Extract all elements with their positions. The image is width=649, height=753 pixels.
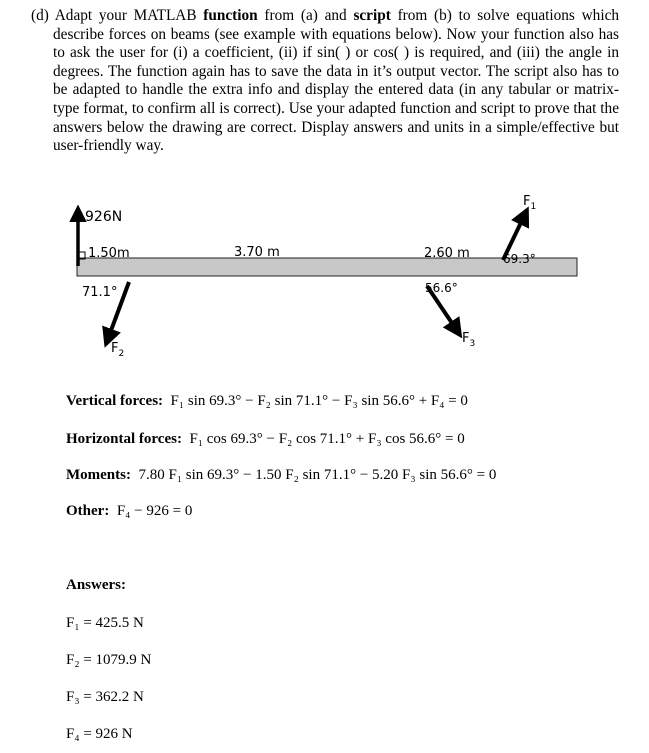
horizontal-forces-label: Horizontal forces:: [66, 431, 182, 447]
task-text-3: from (b) to solve equations which describe forces on beams (see example with equations below). Now your function also has to ask the user for (i) a coefficient, (ii) if sin( ) or cos( ) is required, and (iii) the angle in degrees. The function again has to save the data in it’s output vector. The script also has to be adapted to handle the extra info and display the entered data (in any tabular or matrix-type format, to confirm all is correct). Use your adapted function and script to prove that the answers below the drawing are correct. Display answers and units in a simple/effective but user-friendly way.: [53, 7, 620, 155]
f3-label: $F_3$: [462, 331, 476, 349]
dist-370-label: 3.70 m: [234, 245, 280, 260]
answer-f2: F₂ = 1079.9 N: [66, 652, 152, 668]
task-text-1: Adapt your MATLAB: [54, 7, 204, 24]
vertical-forces-expr: F₁ sin 69.3° − F₂ sin 71.1° − F₃ sin 56.6° + F₄ = 0: [170, 393, 468, 409]
answer-f4: F₄ = 926 N: [66, 726, 133, 742]
answers-heading: Answers:: [66, 577, 126, 593]
task-bold-function: function: [203, 7, 258, 24]
f1-label: $F_1$: [523, 194, 537, 212]
moments-expr: 7.80 F₁ sin 69.3° − 1.50 F₂ sin 71.1° − 5.20 F₃ sin 56.6° = 0: [138, 467, 497, 483]
dist-150-label: 1.50m: [88, 246, 130, 261]
dist-260-label: 2.60 m: [424, 246, 470, 261]
answer-f3: F₃ = 362.2 N: [66, 689, 144, 705]
task-bold-script: script: [353, 7, 391, 24]
vertical-forces-equation: [66, 393, 468, 410]
other-expr: F₄ − 926 = 0: [116, 503, 193, 519]
task-text-2: from (a) and: [257, 7, 354, 24]
task-label: (d): [31, 7, 49, 24]
other-equation: [66, 503, 192, 520]
f2-label: $F_2$: [111, 341, 125, 359]
other-label: Other:: [66, 503, 110, 519]
beam: [77, 258, 577, 276]
force-926-label: 926N: [85, 209, 123, 225]
moments-label: Moments:: [66, 467, 131, 483]
horizontal-forces-expr: F₁ cos 69.3° − F₂ cos 71.1° + F₃ cos 56.6° = 0: [189, 431, 465, 447]
angle-566-label: 56.6°: [425, 281, 458, 295]
horizontal-forces-equation: [66, 431, 465, 448]
answer-f1: F₁ = 425.5 N: [66, 615, 144, 631]
angle-711-label: 71.1°: [82, 285, 118, 300]
moments-equation: [66, 467, 496, 484]
vertical-forces-label: Vertical forces:: [66, 393, 164, 409]
angle-693-label: 69.3°: [503, 252, 536, 266]
